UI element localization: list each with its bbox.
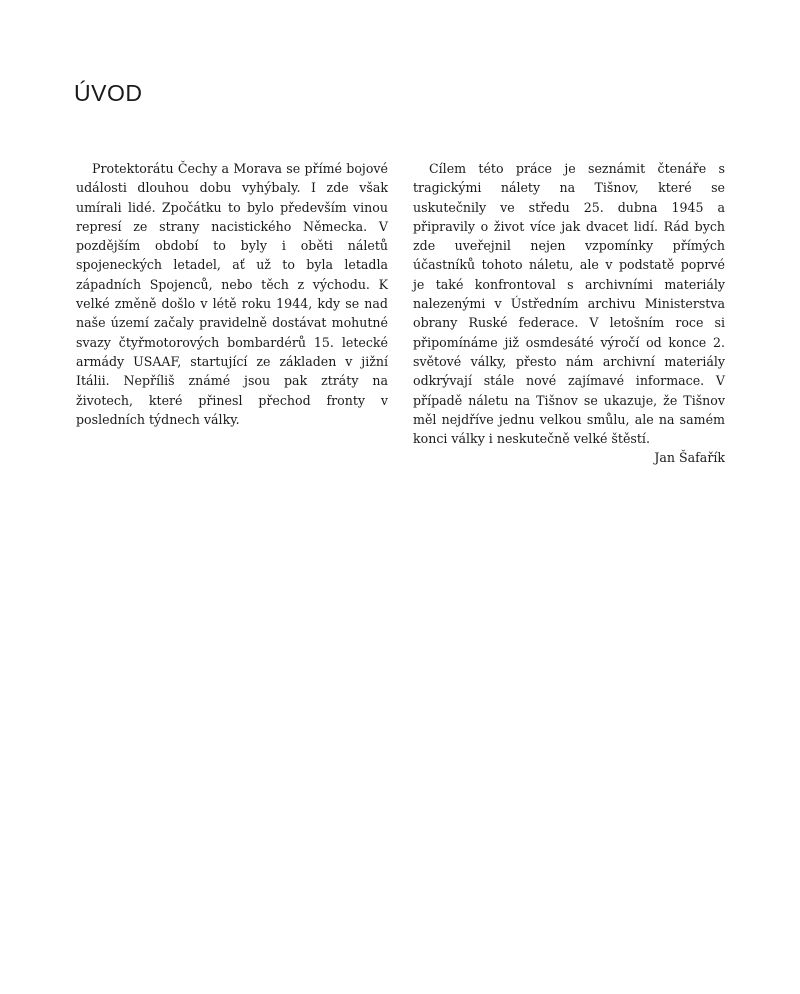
- left-column: [76, 159, 388, 429]
- author-signature: Jan Šafařík: [654, 450, 725, 466]
- page-title: ÚVOD: [74, 80, 143, 106]
- right-column: [413, 159, 725, 468]
- purpose-paragraph: Cílem této práce je seznámit čtenáře s tragickými nálety na Tišnov, které se uskutečnily ve středu 25. dubna 1945 a připravily o život více jak dvacet lidí. Rád bych zde uveřejnil nejen vzpomínky přímých účastníků tohoto náletu, ale v podstatě poprvé je také konfrontoval s archivními materiály nalezenými v Ústředním archivu Ministerstva obrany Ruské federace. V letošním roce si připomínáme již osmdesáté výročí od konce 2. světové války, přesto nám archivní materiály odkrývají stále nové zajímavé informace. V případě náletu na Tišnov se ukazuje, že Tišnov měl nejdříve jednu velkou smůlu, ale na samém konci války i neskutečně velké štěstí.: [413, 161, 725, 447]
- intro-paragraph: Protektorátu Čechy a Morava se přímé bojové události dlouhou dobu vyhýbaly. I zde však umírali lidé. Zpočátku to bylo především vinou represí ze strany nacistického Německa. V pozdějším období to byly i oběti náletů spojeneckých letadel, ať už to byla letadla západních Spojenců, nebo těch z východu. K velké změně došlo v létě roku 1944, kdy se nad naše území začaly pravidelně dostávat mohutné svazy čtyřmotorových bombardérů 15. letecké armády USAAF, startující ze základen v jižní Itálii. Nepříliš známé jsou pak ztráty na životech, které přinesl přechod fronty v posledních týdnech války.: [76, 161, 388, 427]
